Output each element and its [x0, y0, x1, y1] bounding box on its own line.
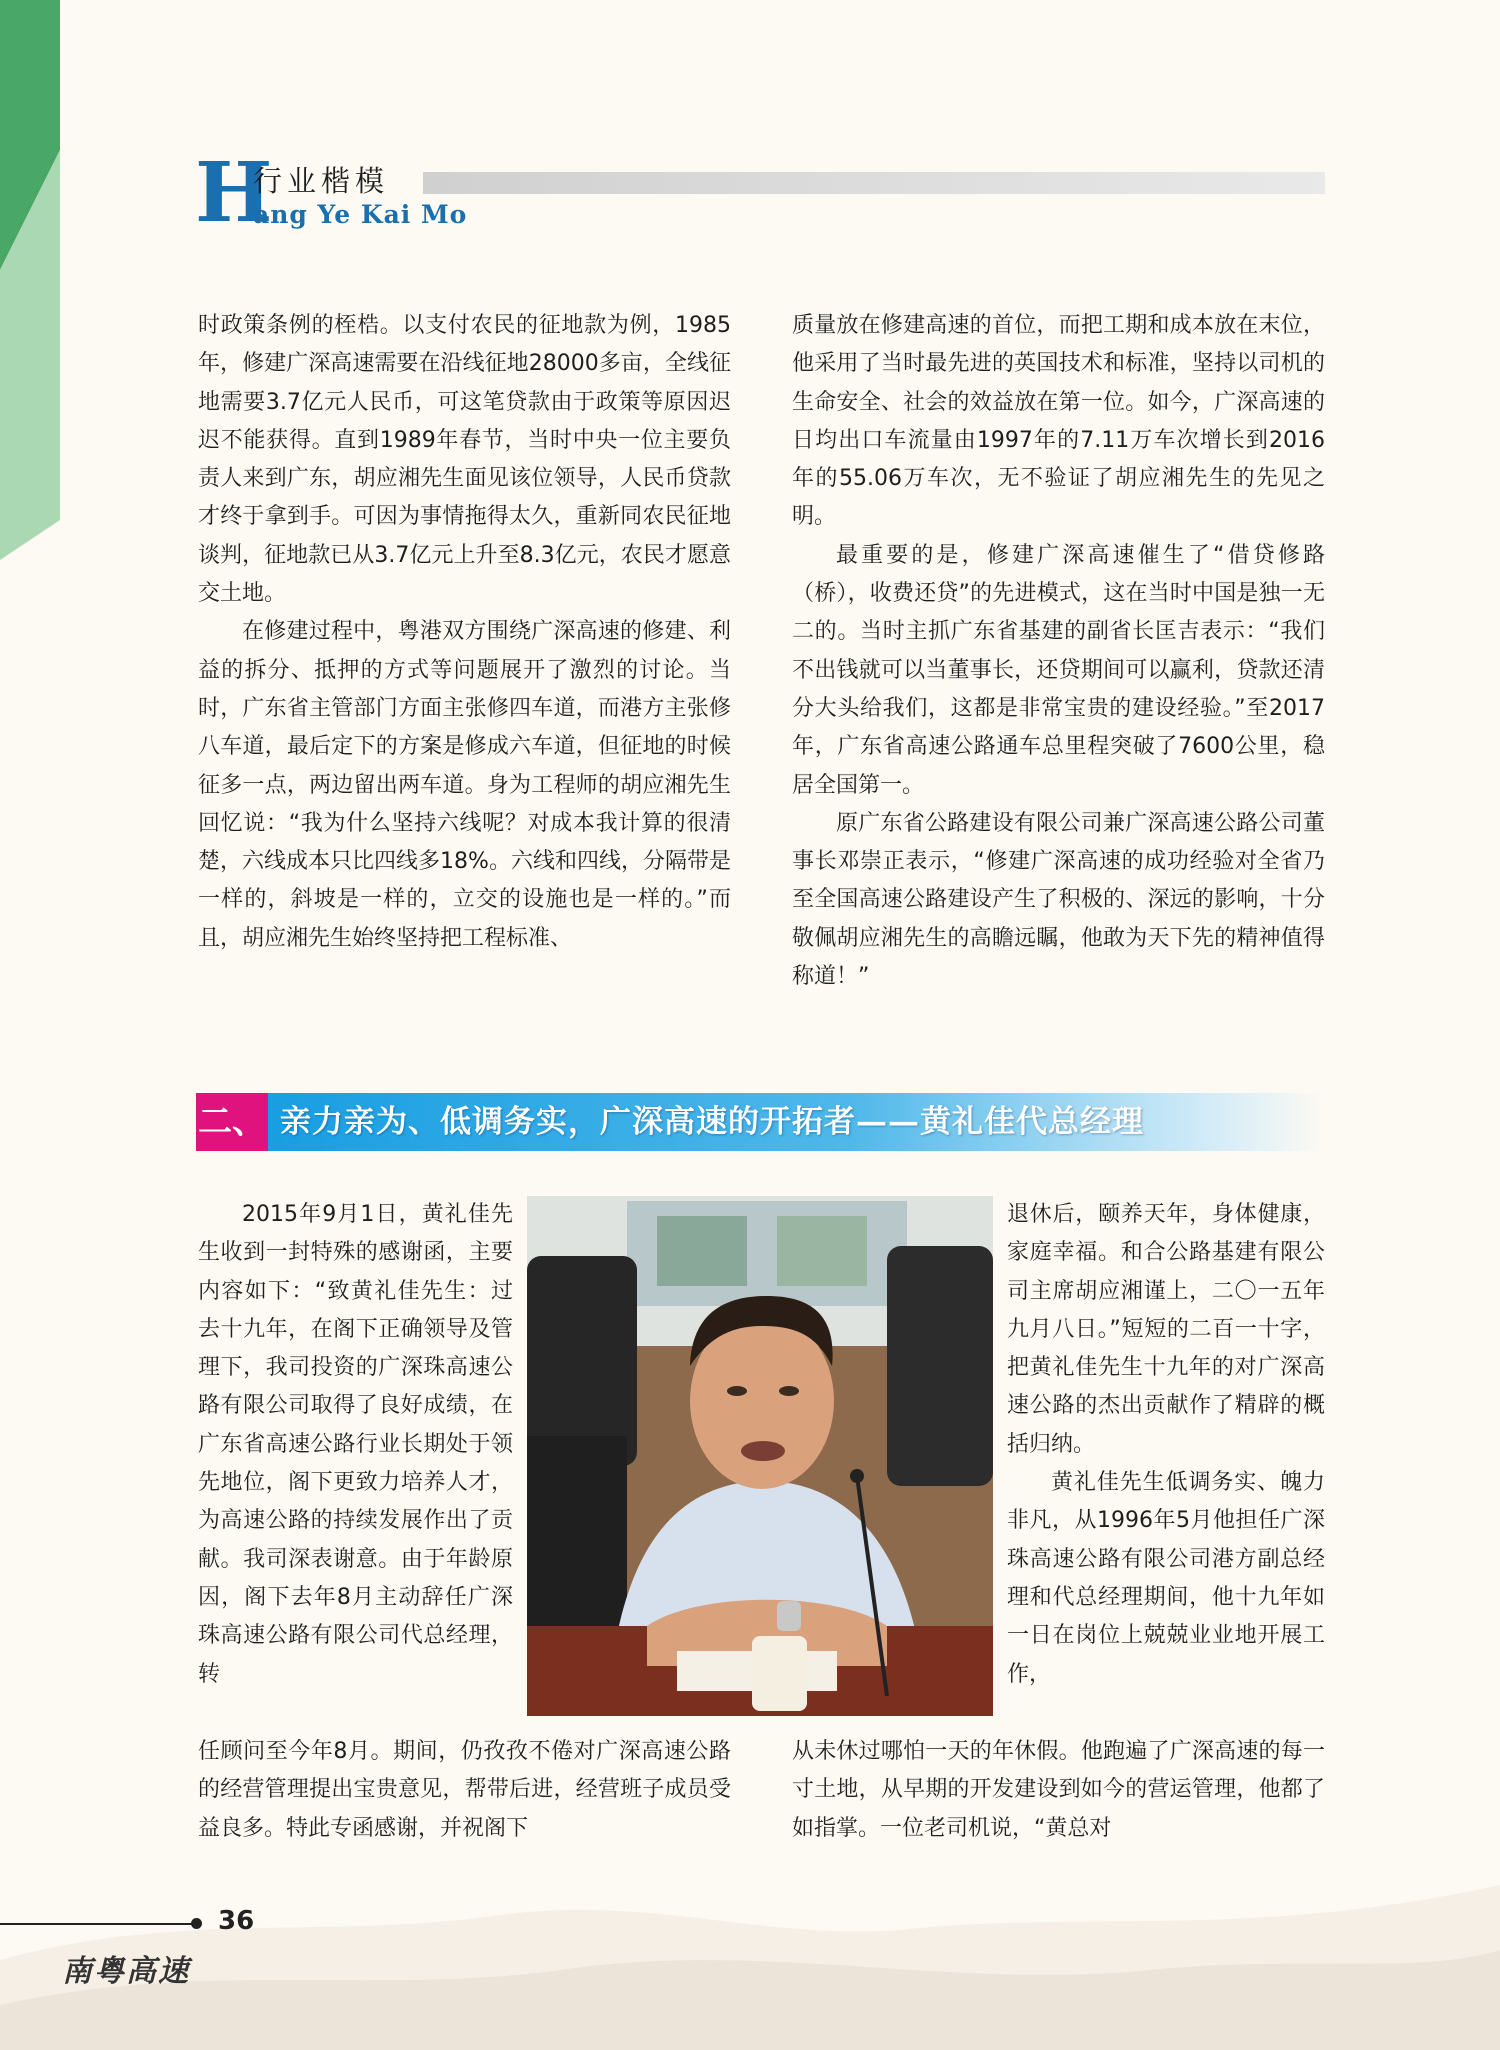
- paragraph: 2015年9月1日，黄礼佳先生收到一封特殊的感谢函，主要内容如下：“致黄礼佳先生：过去十九年，在阁下正确领导及管理下，我司投资的广深珠高速公路有限公司取得了良好成绩，在广东省高速公路行业长期处于领先地位，阁下更致力培养人才，为高速公路的持续发展作出了贡献。我司深表谢意。由于年龄原因，阁下去年8月主动辞任广深珠高速公路有限公司代总经理，转: [198, 1202, 513, 1687]
- section-banner: [196, 1093, 1326, 1151]
- upper-left-column: [198, 307, 731, 958]
- section-header: [195, 145, 1325, 241]
- header-title-chinese: 行业楷模: [253, 164, 390, 198]
- paragraph: 原广东省公路建设有限公司兼广深高速公路公司董事长邓崇正表示，“修建广深高速的成功经验对全省乃至全国高速公路建设产生了积极的、深远的影响，十分敬佩胡应湘先生的高瞻远瞩，他敢为天下先的精神值得称道！”: [792, 810, 1325, 990]
- lower-left-wide-column: [198, 1733, 731, 1848]
- lower-left-narrow-column: [198, 1196, 513, 1694]
- header-gray-bar: [423, 172, 1325, 194]
- page-number: 36: [218, 1906, 255, 1936]
- section-number: 二、: [196, 1093, 268, 1151]
- section-title-background: [268, 1093, 1326, 1151]
- header-title-pinyin: ang Ye Kai Mo: [253, 200, 468, 229]
- paragraph: 从未休过哪怕一天的年休假。他跑遍了广深高速的每一寸土地，从早期的开发建设到如今的营运管理，他都了如指掌。一位老司机说，“黄总对: [792, 1739, 1325, 1841]
- section-title: 亲力亲为、低调务实，广深高速的开拓者——黄礼佳代总经理: [280, 1104, 1144, 1140]
- header-initial-letter: H: [195, 145, 273, 241]
- lower-right-wide-column: [792, 1733, 1325, 1848]
- left-green-band-decoration: [0, 0, 60, 560]
- portrait-photo: [527, 1196, 993, 1716]
- paragraph: 黄礼佳先生低调务实、魄力非凡，从1996年5月他担任广深珠高速公路有限公司港方副总经理和代总经理期间，他十九年如一日在岗位上兢兢业业地开展工作，: [1007, 1470, 1325, 1687]
- paragraph: 任顾问至今年8月。期间，仍孜孜不倦对广深高速公路的经营管理提出宝贵意见，帮带后进，经营班子成员受益良多。特此专函感谢，并祝阁下: [198, 1739, 731, 1841]
- footer-dot: [191, 1918, 202, 1929]
- paragraph: 质量放在修建高速的首位，而把工期和成本放在末位，他采用了当时最先进的英国技术和标准，坚持以司机的生命安全、社会的效益放在第一位。如今，广深高速的日均出口车流量由1997年的7.11万车次增长到2016年的55.06万车次，无不验证了胡应湘先生的先见之明。: [792, 313, 1325, 530]
- lower-right-narrow-column: [1007, 1196, 1325, 1694]
- paragraph: 时政策条例的桎梏。以支付农民的征地款为例，1985年，修建广深高速需要在沿线征地28000多亩，全线征地需要3.7亿元人民币，可这笔贷款由于政策等原因迟迟不能获得。直到1989年春节，当时中央一位主要负责人来到广东，胡应湘先生面见该位领导，人民币贷款才终于拿到手。可因为事情拖得太久，重新同农民征地谈判，征地款已从3.7亿元上升至8.3亿元，农民才愿意交土地。: [198, 313, 731, 607]
- magazine-logo: 南粤高速: [62, 1954, 190, 1989]
- upper-right-column: [792, 307, 1325, 996]
- footer-rule: [0, 1923, 195, 1925]
- paragraph: 在修建过程中，粤港双方围绕广深高速的修建、利益的拆分、抵押的方式等问题展开了激烈的讨论。当时，广东省主管部门方面主张修四车道，而港方主张修八车道，最后定下的方案是修成六车道，但征地的时候征多一点，两边留出两车道。身为工程师的胡应湘先生回忆说：“我为什么坚持六线呢？对成本我计算的很清楚，六线成本只比四线多18%。六线和四线，分隔带是一样的，斜坡是一样的，立交的设施也是一样的。”而且，胡应湘先生始终坚持把工程标准、: [198, 619, 731, 951]
- paragraph: 最重要的是，修建广深高速催生了“借贷修路（桥），收费还贷”的先进模式，这在当时中国是独一无二的。当时主抓广东省基建的副省长匡吉表示：“我们不出钱就可以当董事长，还贷期间可以赢利，贷款还清分大头给我们，这都是非常宝贵的建设经验。”至2017年，广东省高速公路通车总里程突破了7600公里，稳居全国第一。: [792, 542, 1325, 798]
- paragraph: 退休后，颐养天年，身体健康，家庭幸福。和合公路基建有限公司主席胡应湘谨上，二〇一五年九月八日。”短短的二百一十字，把黄礼佳先生十九年的对广深高速公路的杰出贡献作了精辟的概括归纳。: [1007, 1202, 1325, 1457]
